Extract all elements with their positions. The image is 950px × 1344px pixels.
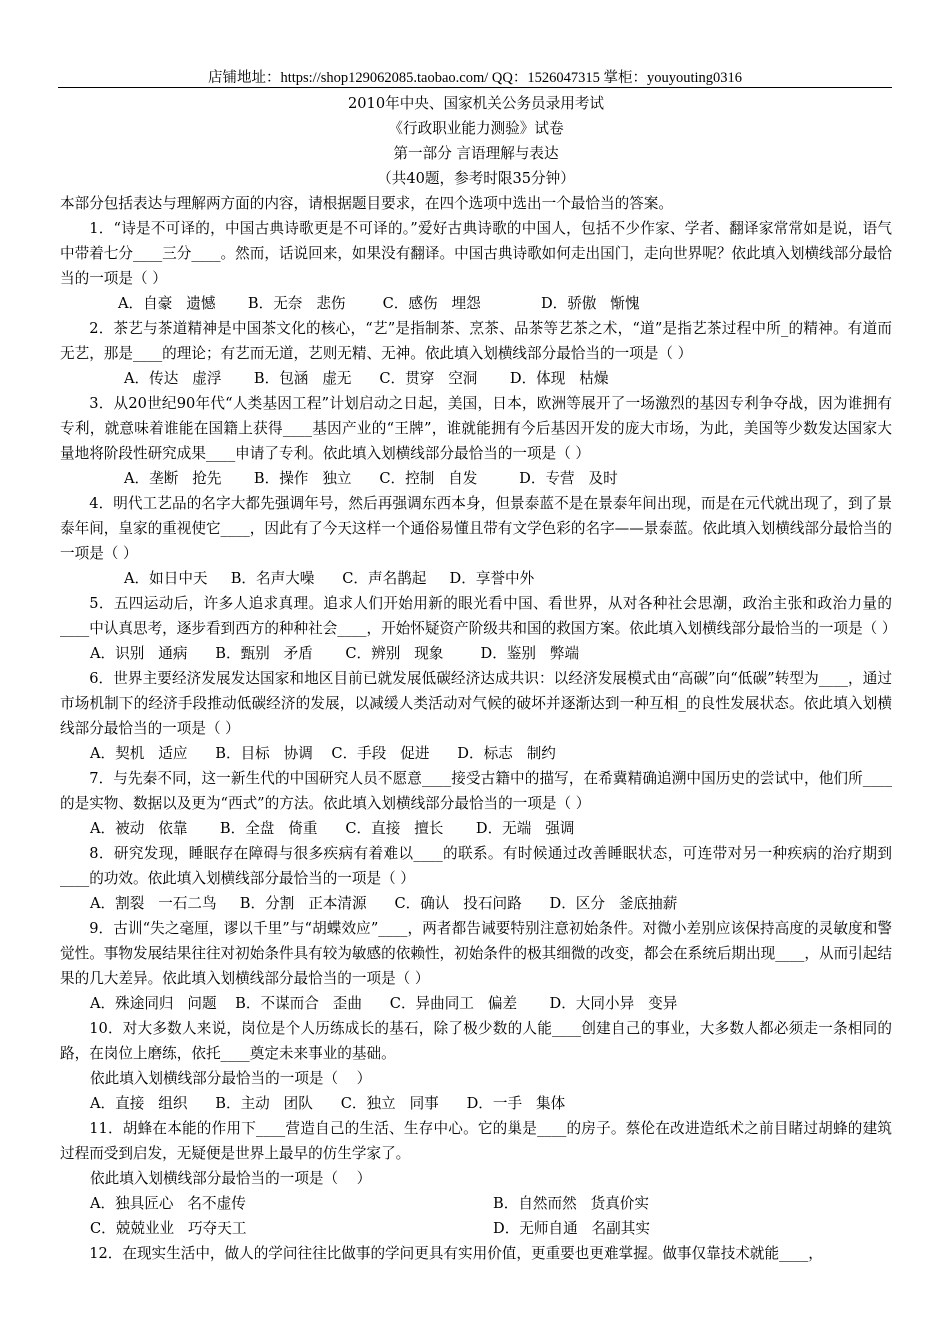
question-7-options: A．被动 依靠 B．全盘 倚重 C．直接 擅长 D．无端 强调 [90,820,575,837]
question-8-options: A．割裂 一石二鸟 B．分割 正本清源 C．确认 投石问路 D．区分 釜底抽薪 [90,895,678,912]
question-4-options: A．如日中天 B．名声大噪 C．声名鹊起 D．享誉中外 [124,570,535,587]
question-11-options-row-1 [60,1191,892,1216]
question-11-option-d: D．无师自通 名副其实 [493,1220,650,1237]
instructions: 本部分包括表达与理解两方面的内容，请根据题目要求，在四个选项中选出一个最恰当的答案。 [60,195,673,212]
question-3-options: A．垄断 抢先 B．操作 独立 C．控制 自发 D．专营 及时 [124,470,618,487]
question-4-text: 4．明代工艺品的名字大都先强调年号，然后再强调东西本身，但景泰蓝不是在景泰年间出现，而是在元代就出现了，到了景泰年间，皇家的重视使它____，因此有了今天这样一个通俗易懂且带有文学色彩的名字——景泰蓝。依此填入划横线部分最恰当的一项是（ ） [60,495,892,562]
section-title: 第一部分 言语理解与表达 [393,145,559,162]
question-11-option-c: C．兢兢业业 巧夺天工 [90,1220,247,1237]
question-8-text: 8．研究发现，睡眠存在障碍与很多疾病有着难以____的联系。有时候通过改善睡眠状态，可连带对另一种疾病的治疗期到____的功效。依此填入划横线部分最恰当的一项是（ ） [60,845,892,887]
question-3-text: 3．从20世纪90年代“人类基因工程”计划启动之日起，美国，日本，欧洲等展开了一场激烈的基因专利争夺战，因为谁拥有专利，就意味着谁能在国籍上获得____基因产业的“王牌”，谁就能拥有今后基因开发的庞大市场，为此，美国等少数发达国家大量地将阶段性研究成果____申请了专利。依此填入划横线部分最恰当的一项是（ ） [60,395,892,462]
exam-content [60,91,897,1266]
question-10-options: A．直接 组织 B．主动 团队 C．独立 同事 D．一手 集体 [90,1095,566,1112]
header-divider [58,87,892,88]
shop-info: 店铺地址：https://shop129062085.taobao.com/ QQ：1526047315 掌柜：youyouting0316 [207,70,743,86]
question-11-prompt: 依此填入划横线部分最恰当的一项是（ ） [90,1170,372,1187]
section-note: （共40题，参考时限35分钟） [377,170,575,187]
question-5-options: A．识别 通病 B．甄别 矛盾 C．辨别 现象 D．鉴别 弊端 [90,645,580,662]
exam-title: 2010年中央、国家机关公务员录用考试 [347,95,605,112]
question-11-option-a: A．独具匠心 名不虚传 [90,1195,246,1212]
question-11-option-b: B．自然而然 货真价实 [493,1195,649,1212]
question-1-text: 1．“诗是不可译的，中国古典诗歌更是不可译的。”爱好古典诗歌的中国人，包括不少作家、学者、翻译家常常如是说，语气中带着七分____三分____。然而，话说回来，如果没有翻译。中国古典诗歌如何走出国门，走向世界呢？依此填入划横线部分最恰当的一项是（ ） [60,220,892,287]
exam-subtitle: 《行政职业能力测验》试卷 [388,120,564,137]
question-10-prompt: 依此填入划横线部分最恰当的一项是（ ） [90,1070,372,1087]
page-header [0,66,950,87]
question-11-text: 11．胡蜂在本能的作用下____营造自己的生活、生存中心。它的巢是____的房子。蔡伦在改进造纸术之前目睹过胡蜂的建筑过程而受到启发，无疑便是世界上最早的仿生学家了。 [60,1120,892,1162]
question-9-text: 9．古训“失之毫厘，谬以千里”与“胡蝶效应”____，两者都告诫要特别注意初始条件。对微小差别应该保持高度的灵敏度和警觉性。事物发展结果往往对初始条件具有较为敏感的依赖性，初始条件的极其细微的改变，都会在系统后期出现____，从而引起结果的几大差异。依此填入划横线部分最恰当的一项是（ ） [60,920,892,987]
question-12-text: 12．在现实生活中，做人的学问往往比做事的学问更具有实用价值，更重要也更难掌握。做事仅靠技术就能____， [89,1245,823,1262]
question-9-options: A．殊途同归 问题 B．不谋而合 歪曲 C．异曲同工 偏差 D．大同小异 变异 [90,995,678,1012]
question-6-text: 6．世界主要经济发展发达国家和地区目前已就发展低碳经济达成共识：以经济发展模式由“高碳”向“低碳”转型为____，通过市场机制下的经济手段推动低碳经济的发展，以减缓人类活动对气候的破坏并逐渐达到一种互相_的良性发展状态。依此填入划横线部分最恰当的一项是（ ） [60,670,892,737]
question-2-options: A．传达 虚浮 B．包涵 虚无 C．贯穿 空洞 D．体现 枯燥 [124,370,609,387]
question-6-options: A．契机 适应 B．目标 协调 C．手段 促进 D．标志 制约 [90,745,556,762]
question-10-text: 10．对大多数人来说，岗位是个人历练成长的基石，除了极少数的人能____创建自己的事业，大多数人都必须走一条相同的路，在岗位上磨练，依托____奠定未来事业的基础。 [60,1020,892,1062]
question-1-options: A．自豪 遗憾 B．无奈 悲伤 C．感伤 埋怨 D．骄傲 惭愧 [118,295,640,312]
question-11-options-row-2 [60,1216,892,1241]
question-5-text: 5．五四运动后，许多人追求真理。追求人们开始用新的眼光看中国、看世界，从对各种社会思潮，政治主张和政治力量的____中认真思考，逐步看到西方的种种社会____，开始怀疑资产阶级共和国的救国方案。依此填入划横线部分最恰当的一项是（ ） [60,595,897,637]
question-2-text: 2．茶艺与茶道精神是中国茶文化的核心，“艺”是指制茶、烹茶、品茶等艺茶之术，“道”是指艺茶过程中所_的精神。有道而无艺，那是____的理论；有艺而无道，艺则无精、无神。依此填入划横线部分最恰当的一项是（ ） [60,320,892,362]
question-7-text: 7．与先秦不同，这一新生代的中国研究人员不愿意____接受古籍中的描写，在希冀精确追溯中国历史的尝试中，他们所____的是实物、数据以及更为“西式”的方法。依此填入划横线部分最恰当的一项是（ ） [60,770,892,812]
